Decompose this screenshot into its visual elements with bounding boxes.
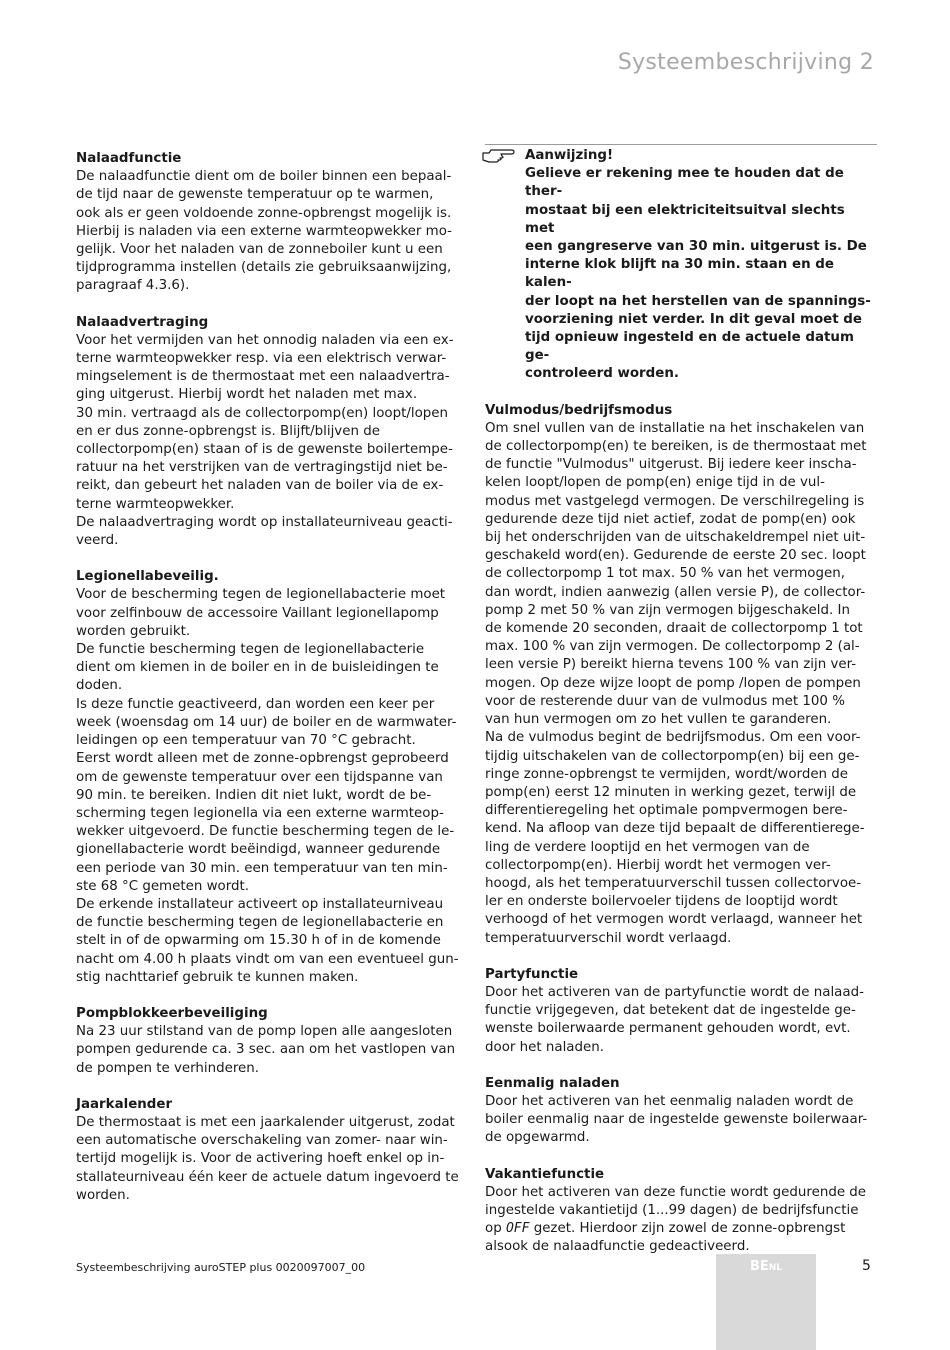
section-heading: Nalaadvertraging [76, 314, 209, 330]
body-text: Door het activeren van deze functie wordt gedurende de ingestelde vakantietijd (1...99 dagen) de bedrijfsfunctie op [485, 1184, 867, 1237]
page-header-title: Systeembeschrijving 2 [617, 50, 874, 75]
page-number: 5 [862, 1258, 871, 1274]
section-heading: Pompblokkeerbeveiliging [76, 1005, 268, 1021]
section-vulmodus [485, 402, 877, 948]
section-jaarkalender [76, 1096, 468, 1205]
section-heading: Partyfunctie [485, 966, 579, 982]
note-body: Gelieve er rekening mee te houden dat de ther- mostaat bij een elektriciteitsuitval slechts met een gangreserve van 30 min. uitgerust is. De interne klok blijft na 30 min. staan en de kalen- der loopt na het herstellen van de spannings- voorziening niet verder. In dit geval moet de tijd opnieuw ingesteld en de actuele datum ge- controleerd worden. [525, 166, 871, 382]
section-heading: Jaarkalender [76, 1096, 173, 1112]
section-nalaadfunctie [76, 150, 468, 296]
left-column [76, 150, 468, 1223]
section-heading: Vulmodus/bedrijfsmodus [485, 402, 673, 418]
footer-doc-title: Systeembeschrijving auroSTEP plus 0020097007_00 [76, 1261, 366, 1274]
section-body: Voor de bescherming tegen de legionellabacterie moet voor zelfinbouw de accessoire Vaillant legionellapomp worden gebruikt. De functie bescherming tegen de legionellabacterie dient om kiemen in de boiler en in de buisleidingen te doden. Is deze functie geactiveerd, dan worden een keer per week (woensdag om 14 uur) de boiler en de warmwater- leidingen op een temperatuur van 70 °C gebracht. Eerst wordt alleen met de zonne-opbrengst geprobeerd om de gewenste temperatuur over een tijdspanne van 90 min. te bereiken. Indien dit niet lukt, wordt de be- scherming tegen legionella via een externe warmteop- wekker uitgevoerd. De functie bescherming tegen de le- gionellabacterie wordt beëindigd, wanneer gedurende een periode van 30 min. een temperatuur van ten min- ste 68 °C gemeten wordt. De erkende installateur activeert op installateurniveau de functie bescherming tegen de legionellabacterie en stelt in of de opwarming om 15.30 h of in de komende nacht om 4.00 h plaats vindt om van een eventueel gun- stig nachttarief gebruik te kunnen maken. [76, 587, 459, 985]
section-nalaadvertraging [76, 314, 468, 551]
section-body: De thermostaat is met een jaarkalender uitgerust, zodat een automatische overschakeling van zomer- naar win- tertijd mogelijk is. Voor de activering hoeft enkel op in- stallateurniveau één keer de actuele datum ingevoerd te worden. [76, 1114, 459, 1203]
section-legionellabeveiliging [76, 568, 468, 987]
lang-main: BE [749, 1259, 769, 1274]
section-body [485, 1184, 877, 1257]
section-partyfunctie [485, 966, 877, 1057]
section-heading: Vakantiefunctie [485, 1166, 605, 1182]
note-heading: Aanwijzing! [525, 148, 614, 163]
section-heading: Eenmalig naladen [485, 1075, 620, 1091]
section-eenmalig-naladen [485, 1075, 877, 1148]
section-body: Door het activeren van het eenmalig naladen wordt de boiler eenmalig naar de ingestelde gewenste boilerwaar- de opgewarmd. [485, 1093, 868, 1146]
lang-sub: NL [768, 1263, 783, 1273]
language-label [716, 1259, 816, 1274]
section-heading: Legionellabeveilig. [76, 569, 219, 585]
body-text: gezet. Hierdoor zijn zowel de zonne-opbrengst alsook de nalaadfunctie gedeactiveerd. [485, 1221, 846, 1255]
section-heading: Nalaadfunctie [76, 151, 182, 166]
section-vakantiefunctie [485, 1166, 877, 1257]
pointing-hand-icon [481, 147, 517, 165]
note-box [485, 144, 877, 384]
section-body: Na 23 uur stilstand van de pomp lopen alle aangesloten pompen gedurende ca. 3 sec. aan om het vastlopen van de pompen te verhinderen. [76, 1024, 456, 1076]
right-column [485, 150, 877, 1275]
section-body: De nalaadfunctie dient om de boiler binnen een bepaal- de tijd naar de gewenste temperatuur op te warmen, ook als er geen voldoende zonne-opbrengst mogelijk is. Hierbij is naladen via een externe warmteopwekker mo- gelijk. Voor het naladen van de zonneboiler kunt u een tijdprogramma instellen (details zie gebruiksaanwijzing, paragraaf 4.3.6). [76, 169, 452, 294]
language-tab [716, 1254, 816, 1350]
lcd-off-symbol: OFF [505, 1221, 530, 1237]
section-body: Door het activeren van de partyfunctie wordt de nalaad- functie vrijgegeven, dat betekent dat de ingestelde ge- wenste boilerwaarde permanent gehouden wordt, evt. door het naladen. [485, 984, 864, 1055]
section-body: Voor het vermijden van het onnodig naladen via een ex- terne warmteopwekker resp. via een elektrisch verwar- mingselement is de thermostaat met een nalaadvertra- ging uitgerust. Hierbij wordt het naladen met max. 30 min. vertraagd als de collectorpomp(en) loopt/lopen en er dus zonne-opbrengst is. Blijft/blijven de collectorpomp(en) staan of is de gewenste boilertempe- ratuur na het verstrijken van de vertragingstijd niet be- reikt, dan gebeurt het naladen van de boiler via de ex- terne warmteopwekker. De nalaadvertraging wordt op installateurniveau geacti- veerd. [76, 332, 454, 549]
section-body: Om snel vullen van de installatie na het inschakelen van de collectorpomp(en) te bereiken, is de thermostaat met de functie "Vulmodus" uitgerust. Bij iedere keer inscha- kelen loopt/lopen de pomp(en) enige tijd in de vul- modus met vastgelegd vermogen. De verschilregeling is gedurende deze tijd niet actief, zodat de pomp(en) ook bij het onderschrijden van de uitschakeldrempel niet uit- geschakeld word(en). Gedurende de eerste 20 sec. loopt de collectorpomp 1 tot max. 50 % van het vermogen, dan wordt, indien aanwezig (allen versie P), de collector- pomp 2 met 50 % van zijn vermogen bijgeschakeld. In de komende 20 seconden, draait de collectorpomp 1 tot max. 100 % van zijn vermogen. De collectorpomp 2 (al- leen versie P) bereikt hierna tevens 100 % van zijn ver- mogen. Op deze wijze loopt de pomp /lopen de pompen voor de resterende duur van de vulmodus met 100 % van hun vermogen om zo het vullen te garanderen. Na de vulmodus begint de bedrijfsmodus. Om een voor- tijdig uitschakelen van de collectorpomp(en) bij een ge- ringe zonne-opbrengst te vermijden, wordt/worden de pomp(en) eerst 12 minuten in werking gezet, terwijl de differentieregeling het optimale pompvermogen bere- kend. Na afloop van deze tijd bepaalt de differentierege- ling de verdere looptijd en het vermogen van de collectorpomp(en). Hierbij wordt het vermogen ver- hoogd, als het temperatuurverschil tussen collectorvoe- ler en onderste boilervoeler tijdens de looptijd wordt verhoogd of het vermogen wordt verlaagd, wanneer het temperatuurverschil wordt verlaagd. [485, 420, 867, 946]
section-pompblokkeerbeveiliging [76, 1005, 468, 1078]
